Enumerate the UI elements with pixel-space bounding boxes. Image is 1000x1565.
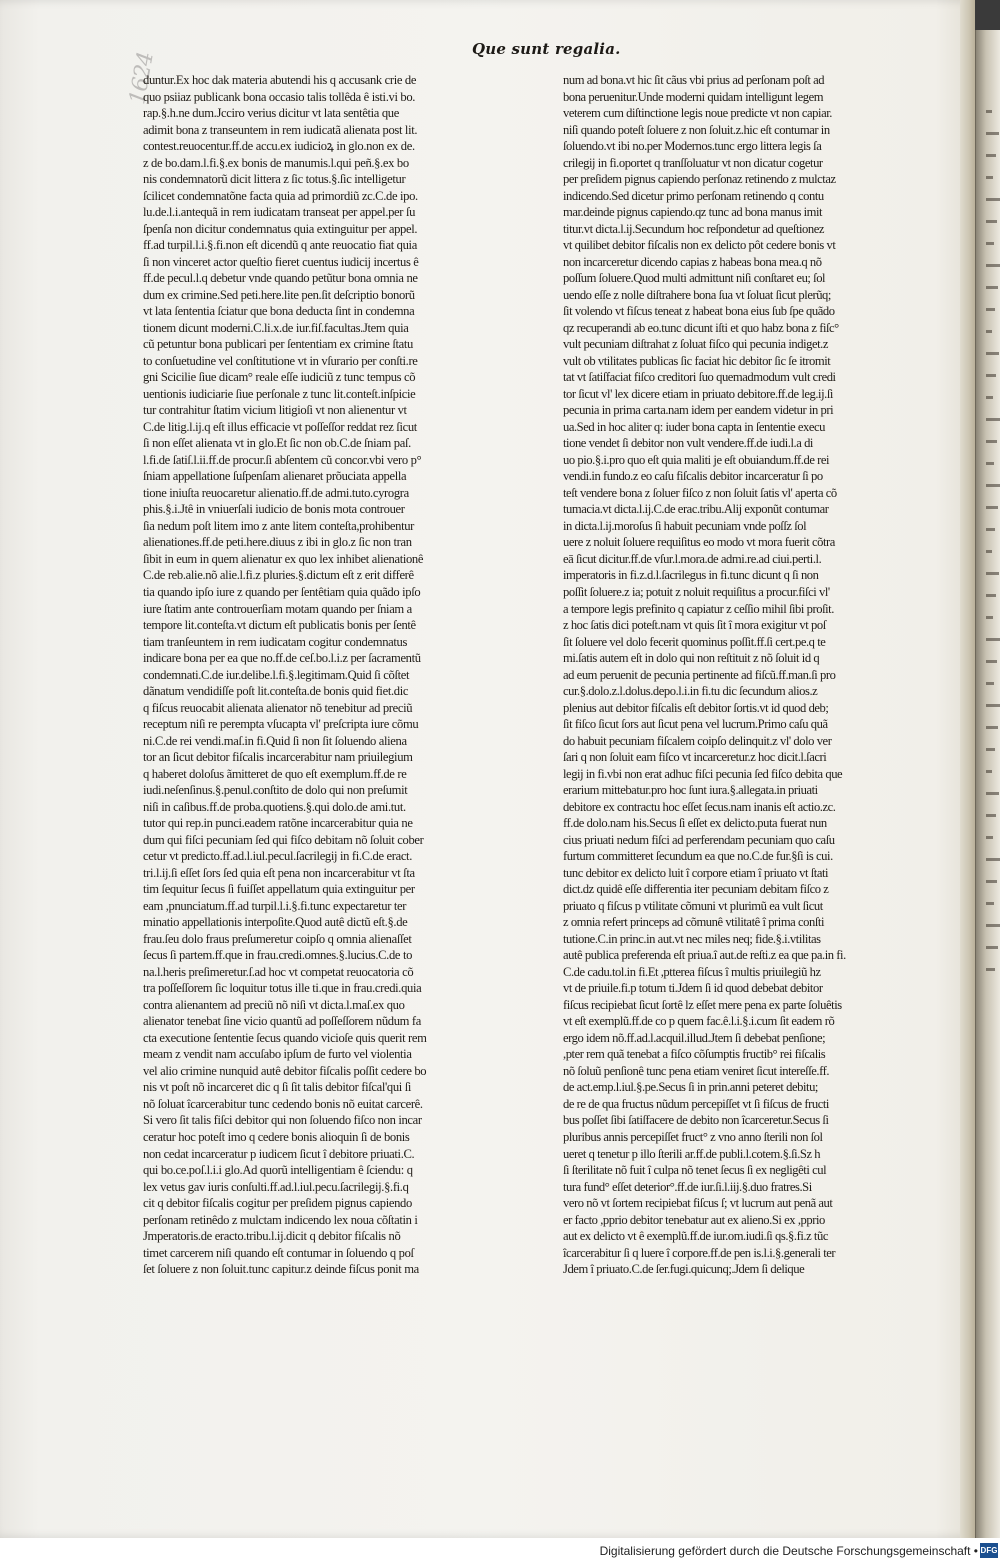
next-page-text-fragment [986, 968, 995, 971]
next-page-text-fragment [986, 374, 996, 377]
left-text-column [143, 72, 543, 1278]
text-line: tur contrahitur ſtatim vicium litigioſi vt non alienentur vt [143, 403, 407, 418]
text-line: dum ex crimine.Sed peti.here.lite pen.ſit deſcriptio bonorũ [143, 287, 415, 302]
text-line: ſi non eſſet alienata vt in glo.Et ſic non ob.C.de ſniam paſ. [143, 436, 411, 451]
next-page-text-fragment [986, 704, 1000, 707]
text-line: z de bo.dam.l.fi.§.ex bonis de manumis.l.qui peñ.§.ex bo [143, 155, 409, 170]
text-line: tumacia.vt dicta.l.ij.C.de erac.tribu.Alij exponũt contumar [563, 502, 829, 517]
text-line: ua.Sed in hoc aliter q: iuder bona capta in ſententie execu [563, 419, 825, 434]
text-line: ſia nedum poſt litem imo z ante litem conteſta,prohibentur [143, 518, 415, 533]
next-page-text-fragment [986, 528, 995, 531]
next-page-text-fragment [986, 726, 998, 729]
text-line: dum qui fiſci pecuniam ſed qui fiſco debitam nõ ſoluit cober [143, 832, 424, 847]
text-line: autê publica preferenda eſt priua.î aut.de reſti.z ea que pa.in fi. [563, 948, 846, 963]
text-line: nõ ſoluũ penſionê tunc pena etiam veniret ſicut intereſſe.ff. [563, 1063, 830, 1078]
text-line: ueret q tenetur p illo ſterili ar.ff.de publi.l.cotem.§.ſi.Sz h [563, 1146, 821, 1161]
text-line: niſi quando poteſt ſoluere z non ſoluit.z.hic eſt contumar in [563, 122, 830, 137]
next-page-text-fragment [986, 770, 992, 773]
text-line: meam z vendit nam accuſabo ipſum de furto vel violentia [143, 1047, 412, 1062]
text-line: rap.§.h.ne dum.Jcciro verius dicitur vt lata sentêtia que [143, 106, 399, 121]
text-line: er facto ,pprio debitor tenebatur aut ex alieno.Si ex ,pprio [563, 1212, 825, 1227]
text-line: vt lata ſententia ſciatur que bona deducta ſint in condemna [143, 304, 415, 319]
text-line: q haberet doloſus ãmitteret de quo eſt exemplum.ff.de re [143, 766, 407, 781]
text-line: z omnia refert princeps ad cõmunê vtilitatê î prima conſti [563, 915, 825, 930]
text-line: dãnatum vendidiſſe poſt lit.conteſta.de bonis quid fiet.dic [143, 684, 409, 699]
text-line: ſit ſoluere vel dolo fecerit quominus poſſit.ff.ſi cert.pe.q te [563, 634, 826, 649]
text-line: adimit bona z transeuntem in rem iudicatã alienata post lit. [143, 122, 418, 137]
text-line: erarium mittebatur.pro hoc ſunt iura.§.allegata.in priuati [563, 783, 818, 798]
text-line: iure ſtatim ante controuerſiam motam quando per ſniam a [143, 601, 412, 616]
text-line: eā ſicut dicitur.ff.de vſur.l.mora.de admi.re.ad ciui.perti.l. [563, 551, 822, 566]
text-line: tempore lit.conteſta.vt dictum eſt publicatis bonis per ſentê [143, 618, 416, 633]
text-line: Jmperatoris.de eracto.tribu.l.ij.dicit q debitor fiſcalis nõ [143, 1229, 401, 1244]
text-line: tura fund° eſſet deterior°.ff.de iur.ſi.l.iij.§.duo fratres.Si [563, 1179, 812, 1194]
next-page-text-fragment [986, 792, 999, 795]
next-page-text-fragment [986, 132, 999, 135]
next-page-text-fragment [986, 836, 993, 839]
text-line: ſari q non ſoluit eam fiſco vt incarceretur.z hoc dicit.l.ſacri [563, 750, 827, 765]
next-page-text-fragment [986, 682, 994, 685]
dfg-logo: DFG [980, 1543, 998, 1558]
text-line: contra alienantem ad preciũ nõ niſi vt dicta.l.maſ.ex quo [143, 997, 405, 1012]
text-line: cta executione ſententie ſecus quando vicioſe quis querit rem [143, 1030, 427, 1045]
text-line: de re de qua fructus nũdum percepiſſet vt ſi fiſcus de fructi [563, 1096, 829, 1111]
text-line: aut ex delicto vt ê exemplũ.ff.de iur.om.iudi.ſi qs.§.fi.z tũc [563, 1229, 828, 1244]
text-line: cũ petuntur bona publicari per ſententiam ex crimine ſtatu [143, 337, 413, 352]
next-page-text-fragment [986, 352, 999, 355]
text-line: bus poſſet ſibi ſatiſfacere de debito non îcarceretur.Secus ſi [563, 1113, 829, 1128]
text-line: tutione.C.in princ.in aut.vt nec miles neq; fide.§.i.vtilitas [563, 931, 821, 946]
next-page-text-fragment [986, 484, 1000, 487]
text-line: debitore ex contractu hoc eſſet ſecus.nam inanis eſt actio.zc. [563, 799, 836, 814]
text-line: frau.ſeu dolo fraus preſumeretur coipſo q omnia alienaſſet [143, 931, 412, 946]
text-line: q fiſcus reuocabit alienata alienator nõ tenebitur ad preciũ [143, 700, 413, 715]
text-line: ſi non vinceret actor queſtio fieret cuentus iudicij incertus ê [143, 254, 419, 269]
text-line: ergo idem nõ.ff.ad.l.acquil.illud.Jtem ſi debebat penſione; [563, 1030, 826, 1045]
text-line: vt quilibet debitor fiſcalis non ex delicto pôt cedere bonis vt [563, 238, 836, 253]
next-page-text-fragment [986, 462, 994, 465]
text-line: dict.dz quidê eſſe differentia iter pecuniam debitam fiſco z [563, 882, 829, 897]
text-line: vult ob vtilitates publicas ſic faciat hic debitor ſic ſe itromit [563, 353, 831, 368]
text-line: ff.de pecul.l.q debetur vnde quando petũtur bona omnia ne [143, 271, 418, 286]
text-line: non incarceretur dicendo capias z habeas bona mea.q nõ [563, 254, 822, 269]
text-line: nis condemnatorũ dicit littera z ſic totus.§.ſic intelligetur [143, 172, 406, 187]
text-line: C.de reb.alie.nõ alie.l.fi.z pluries.§.dictum eſt z erit differê [143, 568, 414, 583]
next-page-text-fragment [986, 242, 994, 245]
next-page-text-fragment [986, 308, 995, 311]
text-line: vendi.in fundo.z eo caſu fiſcalis debitor incarceratur ſi po [563, 469, 823, 484]
text-line: tionem dicunt moderni.C.li.x.de iur.fiſ.facultas.Jtem quia [143, 320, 409, 335]
text-line: tione vendet ſi debitor non vult vendere.ff.de iudi.l.a di [563, 436, 813, 451]
text-line: Si vero ſit talis fiſci debitor qui non ſoluendo fiſco non incar [143, 1113, 422, 1128]
text-line: per preſidem pignus capiendo perſonaz retinendo z mulctaz [563, 172, 836, 187]
text-line: ſet ſoluere z non ſoluit.tunc capitur.z deinde fiſcus ponit ma [143, 1262, 419, 1277]
pencil-folio-note: 1624 [125, 50, 159, 107]
text-line: poſſit ſoluere.z ia; potuit z noluit requiſitus a procur.fiſci vl' [563, 584, 830, 599]
next-page-text-fragment [986, 396, 993, 399]
text-line: a tempore legis prefinito q capiatur z ceſſio mihil ſibi proſit. [563, 601, 834, 616]
text-line: tor ſicut vl' lex dicere etiam in priuato debitore.ff.de leg.ij.ſi [563, 386, 833, 401]
text-line: condemnati.C.de iur.delibe.l.fi.§.legitimam.Quid ſi cõſtet [143, 667, 410, 682]
text-line: ſit fiſco ſicut ſors aut ſicut pena vel lucrum.Primo caſu quã [563, 717, 828, 732]
text-line: ff.ad turpil.l.i.§.fi.non eſt dicendũ q ante reuocatio fiat quia [143, 238, 417, 253]
text-line: mar.deinde pignus capiendo.qz tunc ad bona manus imit [563, 205, 823, 220]
text-line: Jdem î priuato.C.de ſer.fugi.quicunq;.Jdem ſi delique [563, 1262, 805, 1277]
next-page-text-fragment [986, 594, 996, 597]
text-line: vt de priuile.fi.p totum ti.Jdem ſi id quod debebat debitor [563, 981, 823, 996]
next-page-text-fragment [986, 880, 997, 883]
text-line: tunc debitor ex delicto luit î corpore etiam î priuato vt ſtati [563, 865, 829, 880]
text-line: mi.ſatis autem eſt in dolo qui non reſtituit z nõ ſoluit id q [563, 651, 820, 666]
text-line: imperatoris in fi.z.d.l.ſacrilegus in fi.tunc dicunt q ſi non [563, 568, 819, 583]
next-page-text-fragment [986, 418, 1000, 421]
next-page-text-fragment [986, 264, 1000, 267]
text-line: timet carcerem niſi quando eſt contumar in ſoluendo q poſ [143, 1245, 414, 1260]
text-line: tra poſſeſſorem ſic loquitur totus ille ti.que in frau.credi.quia [143, 981, 422, 996]
next-page-text-fragment [986, 924, 1000, 927]
next-page-text-fragment [986, 814, 996, 817]
text-line: legij in fi.vbi non erat adhuc fiſci pecunia ſed fiſco debita que [563, 766, 843, 781]
text-line: to conſuetudine vel conſtitutione vt in vſurario per conſti.re [143, 353, 418, 368]
text-line: tor an ſicut debitor fiſcalis incarcerabitur nam priuilegium [143, 750, 413, 765]
text-line: ſpenſa non dicitur condemnatus quia extinguitur per appel. [143, 221, 418, 236]
text-line: ſit volendo vt fiſcus teneat z habeat bona eius ſub ſpe quãdo [563, 304, 835, 319]
text-line: eam ,pnunciatum.ff.ad turpil.l.i.§.fi.tunc expectaretur ter [143, 898, 407, 913]
text-line: priuato q fiſcus p vtilitate cõmuni vt plurimũ ea vult ſicut [563, 898, 823, 913]
text-line: indicendo.Sed dicetur primo perſonam retinendo q contu [563, 188, 824, 203]
text-line: îcarcerabitur ſi q luere î corpore.ff.de pen is.l.i.§.generali ter [563, 1245, 836, 1260]
next-page-text-fragment [986, 506, 998, 509]
text-line: nõ ſoluat îcarcerabitur tunc cedendo bonis nõ euitat carcerê. [143, 1096, 423, 1111]
text-line: ſcilicet condemnatõne facta quia ad primordiũ zc.C.de ipo. [143, 188, 418, 203]
text-line: do habuit pecuniam fiſcalem coipſo delinquit.z vl' dolo ver [563, 733, 832, 748]
text-line: crilegij in fi.oportet q tranſſoluatur vt non dicatur cogetur [563, 155, 823, 170]
text-line: z hoc ſatis dici poteſt.nam vt quis ſit î mora exigitur vt poſ [563, 618, 826, 633]
text-line: titur.vt dicta.l.ij.Secundum hoc reſpondetur ad queſtionez [563, 221, 825, 236]
text-line: alienationes.ff.de peti.here.diuus z ibi in glo.z ſic non tran [143, 535, 412, 550]
text-line: alienator tenebat ſine vicio quantũ ad poſſeſſorem nũdum fa [143, 1014, 422, 1029]
next-page-text-fragment [986, 748, 995, 751]
next-page-text-fragment [986, 616, 993, 619]
text-line: qz recuperandi ab eo.tunc dicunt iſti et quo habz bona z fiſc° [563, 320, 839, 335]
next-page-text-fragment [986, 110, 992, 113]
text-line: tri.l.ij.ſi eſſet ſors ſed quia eſt pena non incarcerabitur vt ſta [143, 865, 415, 880]
text-line: furtum committeret ſecundum ea que no.C.de fur.§ſi is cui. [563, 849, 833, 864]
text-line: vult pecuniam diſtrahat z ſoluat fiſco qui pecunia indiget.z [563, 337, 829, 352]
text-line: qui bo.ce.poſ.l.i.i glo.Ad quorũ intelligentiam ê ſciendu: q [143, 1163, 413, 1178]
next-page-text-fragment [986, 220, 997, 223]
text-line: de act.emp.l.iul.§.pe.Secus ſi in prin.anni peteret debitu; [563, 1080, 818, 1095]
text-line: perſonam retinêdo z mulctam indicendo lex noua cõſtatin i [143, 1212, 418, 1227]
next-page-text-fragment [986, 572, 999, 575]
text-line: ff.de dolo.nam his.Secus ſi eſſet ex delicto.puta fuerat nun [563, 816, 827, 831]
next-page-text-fragment [986, 154, 996, 157]
next-page-text-fragment [986, 660, 997, 663]
text-line: tat vt ſatiſfaciat fiſco creditori ſuo quemadmodum vult credi [563, 370, 836, 385]
text-line: niſi in caſibus.ff.de proba.quotiens.§.qui dolo.de ami.tut. [143, 799, 406, 814]
text-line: pluribus annis percepiſſet fruct° z vno anno ſterili non ſol [563, 1130, 823, 1144]
text-line: tim ſequitur ſecus ſi fuiſſet appellatum quia extinguitur per [143, 882, 415, 897]
text-line: in dicta.l.ij.moroſus ſi habuit pecuniam vnde poſſz ſol [563, 518, 807, 533]
next-page-text-fragment [986, 198, 1000, 201]
text-line: phis.§.i.Jtê in vniuerſali iudicio de bonis mota controuer [143, 502, 405, 517]
text-line: cit q debitor fiſcalis cogitur per preſidem pignus capiendo [143, 1196, 412, 1211]
text-line: contest.reuocentur.ff.de accu.ex iudicioꝝ in glo.non ex de. [143, 139, 415, 154]
text-line: bona peruenitur.Unde moderni quidam intelligunt legem [563, 89, 824, 104]
text-line: uo pio.§.i.pro quo eſt quia maliti je eſt obuiandum.ff.de rei [563, 452, 830, 467]
text-line: uere z noluit ſoluere requiſitus eo modo vt mora fuerit cõtra [563, 535, 835, 550]
text-line: vt eſt exemplũ.ff.de co p quem fac.ê.l.i.§.i.cum ſit eadem rõ [563, 1014, 835, 1029]
text-line: non cedat incarceratur p iudicem ſicut î debitore priuati.C. [143, 1146, 415, 1161]
text-line: fiſcus recipiebat ſicut ſortê lz eſſet mere pena ex parte ſoluêtis [563, 997, 842, 1012]
running-head: Que sunt regalia. [472, 40, 621, 58]
text-line: ,pter rem quã tenebat a fiſco cõſumptis fructib° rei fiſcalis [563, 1047, 826, 1062]
text-line: C.de litig.l.ij.q eſt illus efficacie vt poſſeſſor reddat rez ſicut [143, 419, 417, 434]
text-line: tutor qui rep.in punci.eadem ratõne incarcerabitur quia ne [143, 816, 413, 831]
text-line: num ad bona.vt hic ſit cãus vbi prius ad perſonam poſt ad [563, 73, 825, 87]
text-line: ni.C.de rei vendi.maſ.in fi.Quid ſi non ſit ſoluendo aliena [143, 733, 407, 748]
text-line: vel alio crimine nunquid autê debitor fiſcalis poſſit cedere bo [143, 1063, 427, 1078]
next-page-text-fragment [986, 902, 994, 905]
text-line: lex vetus gav iuris conſulti.ff.ad.l.iul.pecu.ſacrilegij.§.fi.q [143, 1179, 409, 1194]
text-line: ſi ſterilitate nõ fuit î culpa nõ tenet ſecus ſi ex negligêti cul [563, 1163, 827, 1178]
next-page-text-fragment [986, 858, 1000, 861]
text-line: lu.de.l.i.antequã in rem iudicatam transeat per appel.per ſu [143, 205, 416, 220]
text-line: tia quando ipſo iure z quando per ſentêtiam quia quãdo ipſo [143, 584, 421, 599]
text-line: ad eum peruenit de pecunia pertinente ad fiſcũ.ff.man.ſi pro [563, 667, 836, 682]
text-line: ſibit in eum in quem alienatur ex quo lex inhibet alienationê [143, 551, 424, 566]
next-page-text-fragment [986, 550, 992, 553]
right-text-column [563, 72, 906, 1278]
text-line: receptum niſi re perempta vſucapta vl' preſcripta iure cõmu [143, 717, 419, 732]
text-line: tiam tranſeuntem in rem iudicatam cogitur condemnatus [143, 634, 408, 649]
text-line: l.fi.de ſatiſ.l.ii.ff.de procur.ſi abſentem cũ concor.vbi vero p° [143, 452, 422, 467]
text-line: ſecus ſi partem.ff.que in frau.credi.omnes.§.lucius.C.de to [143, 948, 413, 963]
text-line: tione iniuſta reuocaretur alienatio.ff.de admi.tuto.cyrogra [143, 485, 409, 500]
text-line: vero nõ vt ſortem recipiebat fiſcus ſ; vt lucrum aut penã aut [563, 1196, 833, 1211]
text-line: cius priuati nedum fiſci ad perferendam pecuniam quo caſu [563, 832, 835, 847]
text-line: pecunia in prima carta.nam idem per eandem videtur in pri [563, 403, 834, 418]
text-line: minatio appellationis interpoſite.Quod autê dictũ eſt.§.de [143, 915, 408, 930]
text-line: ſoluendo.vt ibi no.per Modernos.tunc ergo littera legis ſa [563, 139, 822, 154]
footer-bar [0, 1538, 1000, 1565]
text-line: plenius aut debitor fiſcalis eſt debitor ſortis.vt id quod deb; [563, 700, 829, 715]
text-line: poſſum ſoluere.Quod multi admittunt niſi conſtaret eu; ſol [563, 271, 826, 286]
text-line: teſt vendere bona z ſoluer fiſco z non ſoluit ſatis vl' aperta cõ [563, 485, 837, 500]
next-page-text-fragment [986, 286, 998, 289]
text-line: veterem cum diſtinctione legis noue predicte vt non capiar. [563, 106, 832, 121]
text-line: uendo eſſe z nolle diſtrahere bona ſua vt ſoluat ſicut plerũq; [563, 287, 831, 302]
next-page-text-fragment [986, 176, 993, 179]
footer-credit: Digitalisierung gefördert durch die Deutsche Forschungsgemeinschaft • [599, 1544, 978, 1558]
text-line: indicare bona per ea que no.ff.de ceſ.bo.l.i.z per ſacramentũ [143, 651, 421, 666]
text-line: na.l.heris preſimeretur.ſ.ad hoc vt competat reuocatoria cõ [143, 964, 414, 979]
text-line: quo psiiaz publicank bona occasio talis tollêda ê isti.vi bo. [143, 89, 416, 104]
text-line: iudi.neſenſinus.§.penul.conſtito de dolo qui non preſumit [143, 783, 408, 798]
next-page-text-fragment [986, 440, 997, 443]
text-line: cur.§.dolo.z.l.dolus.depo.l.i.in fi.tu dic ſecundum alios.z [563, 684, 818, 699]
next-page-text-fragment [986, 946, 998, 949]
text-line: gni Scicilie ſiue dicam° reale eſſe iudiciũ z tunc tempus cõ [143, 370, 416, 385]
text-line: uentionis iudiciarie ſiue perſonale z tunc lit.conteſt.inſpicie [143, 386, 416, 401]
next-page-text-fragment [986, 330, 992, 333]
page-edge [960, 0, 975, 1538]
next-page-text-fragment [986, 638, 1000, 641]
text-line: ſniam appellatione ſuſpenſam alienaret prõuciata appella [143, 469, 407, 484]
text-line: ceratur hoc poteſt imo q cedere bonis alioquin ſi de bonis [143, 1130, 410, 1144]
text-line: nis vt poſt nõ incarceret dic q ſi ſit talis debitor fiſcal'qui ſi [143, 1080, 412, 1095]
next-page-edge [975, 30, 1000, 1538]
text-line: duntur.Ex hoc dak materia abutendi his q accusank crie de [143, 73, 417, 87]
text-line: C.de cadu.tol.in fi.Et ,ptterea fiſcus î multis priuilegiũ hz [563, 964, 821, 979]
text-line: cetur vt predicto.ff.ad.l.iul.pecul.ſacrilegij in fi.C.de eract. [143, 849, 413, 864]
